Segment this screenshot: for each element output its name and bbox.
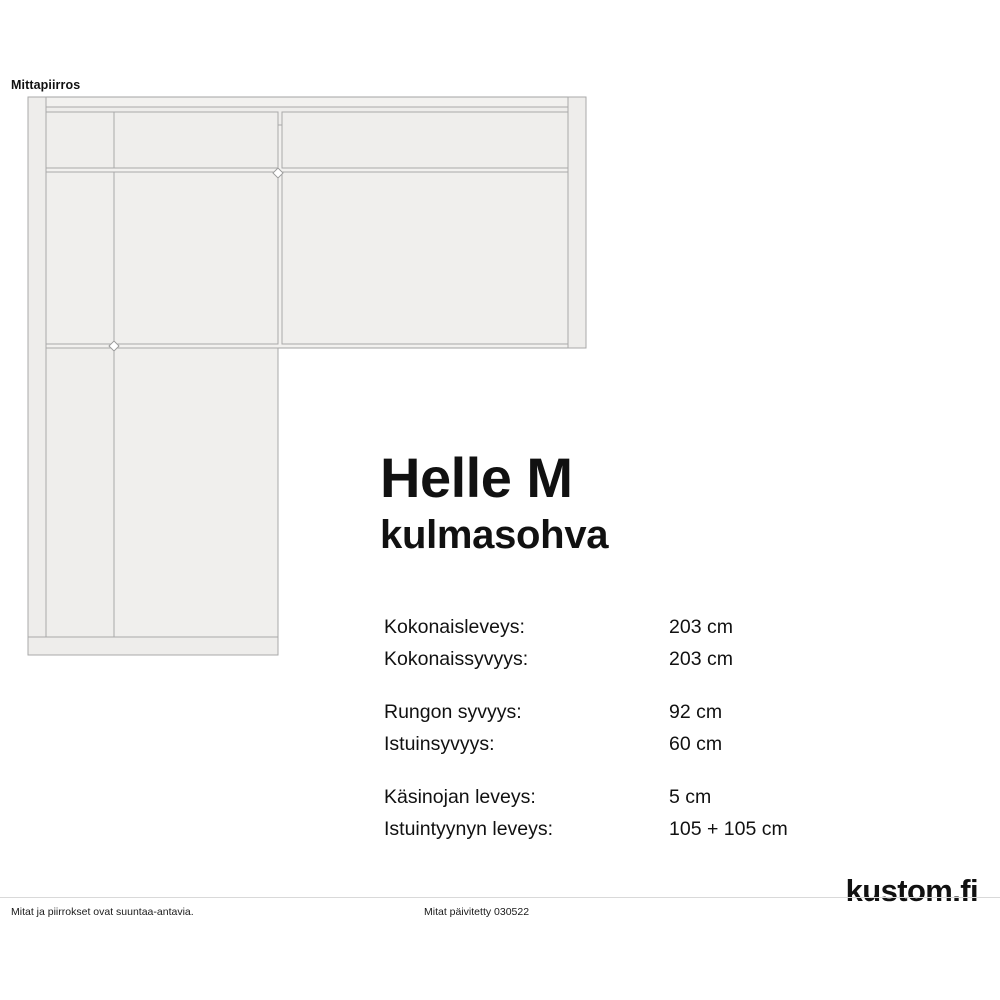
sofa-plan-svg — [10, 90, 610, 670]
spec-group-depth — [384, 697, 944, 760]
spec-row — [384, 729, 944, 761]
seat-cushion-corner — [114, 172, 278, 344]
back-panel-left-upper — [46, 172, 114, 344]
footer-updated: Mitat päivitetty 030522 — [424, 906, 530, 918]
spec-value: 105 + 105 cm — [669, 817, 788, 840]
specifications-table — [384, 612, 944, 867]
spec-row — [384, 644, 944, 676]
spec-value: 203 cm — [669, 616, 733, 638]
spec-value: 60 cm — [669, 732, 723, 755]
spec-group-overall — [384, 612, 944, 675]
product-title-block — [380, 446, 980, 558]
spec-label: Istuintyynyn leveys: — [384, 817, 554, 840]
drawing-title-label: Mittapiirros — [11, 78, 81, 92]
footer-disclaimer: Mitat ja piirrokset ovat suuntaa-antavia. — [11, 906, 194, 918]
back-cushion-left — [114, 112, 278, 168]
back-panel-left-lower — [46, 348, 114, 637]
product-subtitle: kulmasohva — [380, 513, 609, 557]
spec-label: Rungon syvyys: — [384, 701, 522, 724]
spec-value: 92 cm — [669, 701, 723, 724]
sofa-dimension-drawing — [10, 90, 610, 670]
left-arm-strip — [28, 97, 46, 655]
spec-value: 5 cm — [669, 786, 712, 809]
spec-row — [384, 814, 944, 846]
front-bottom-strip — [28, 637, 278, 655]
spec-label: Kokonaissyvyys: — [384, 647, 529, 670]
footer-divider — [0, 897, 1000, 898]
seat-cushion-right — [282, 172, 568, 344]
back-cushion-right — [282, 112, 568, 168]
spec-row — [384, 782, 944, 814]
brand-logo: kustom.fi — [845, 873, 978, 908]
spec-row — [384, 612, 944, 644]
spec-label: Kokonaisleveys: — [384, 616, 525, 638]
seat-cushion-chaise — [114, 348, 278, 637]
page-title: Helle M — [380, 446, 573, 509]
spec-label: Istuinsyvyys: — [384, 732, 495, 755]
back-cushion-corner — [46, 112, 114, 168]
spec-row — [384, 697, 944, 729]
spec-label: Käsinojan leveys: — [384, 786, 536, 809]
right-arm-strip — [568, 97, 586, 348]
spec-group-widths — [384, 782, 944, 845]
spec-value: 203 cm — [669, 647, 733, 670]
